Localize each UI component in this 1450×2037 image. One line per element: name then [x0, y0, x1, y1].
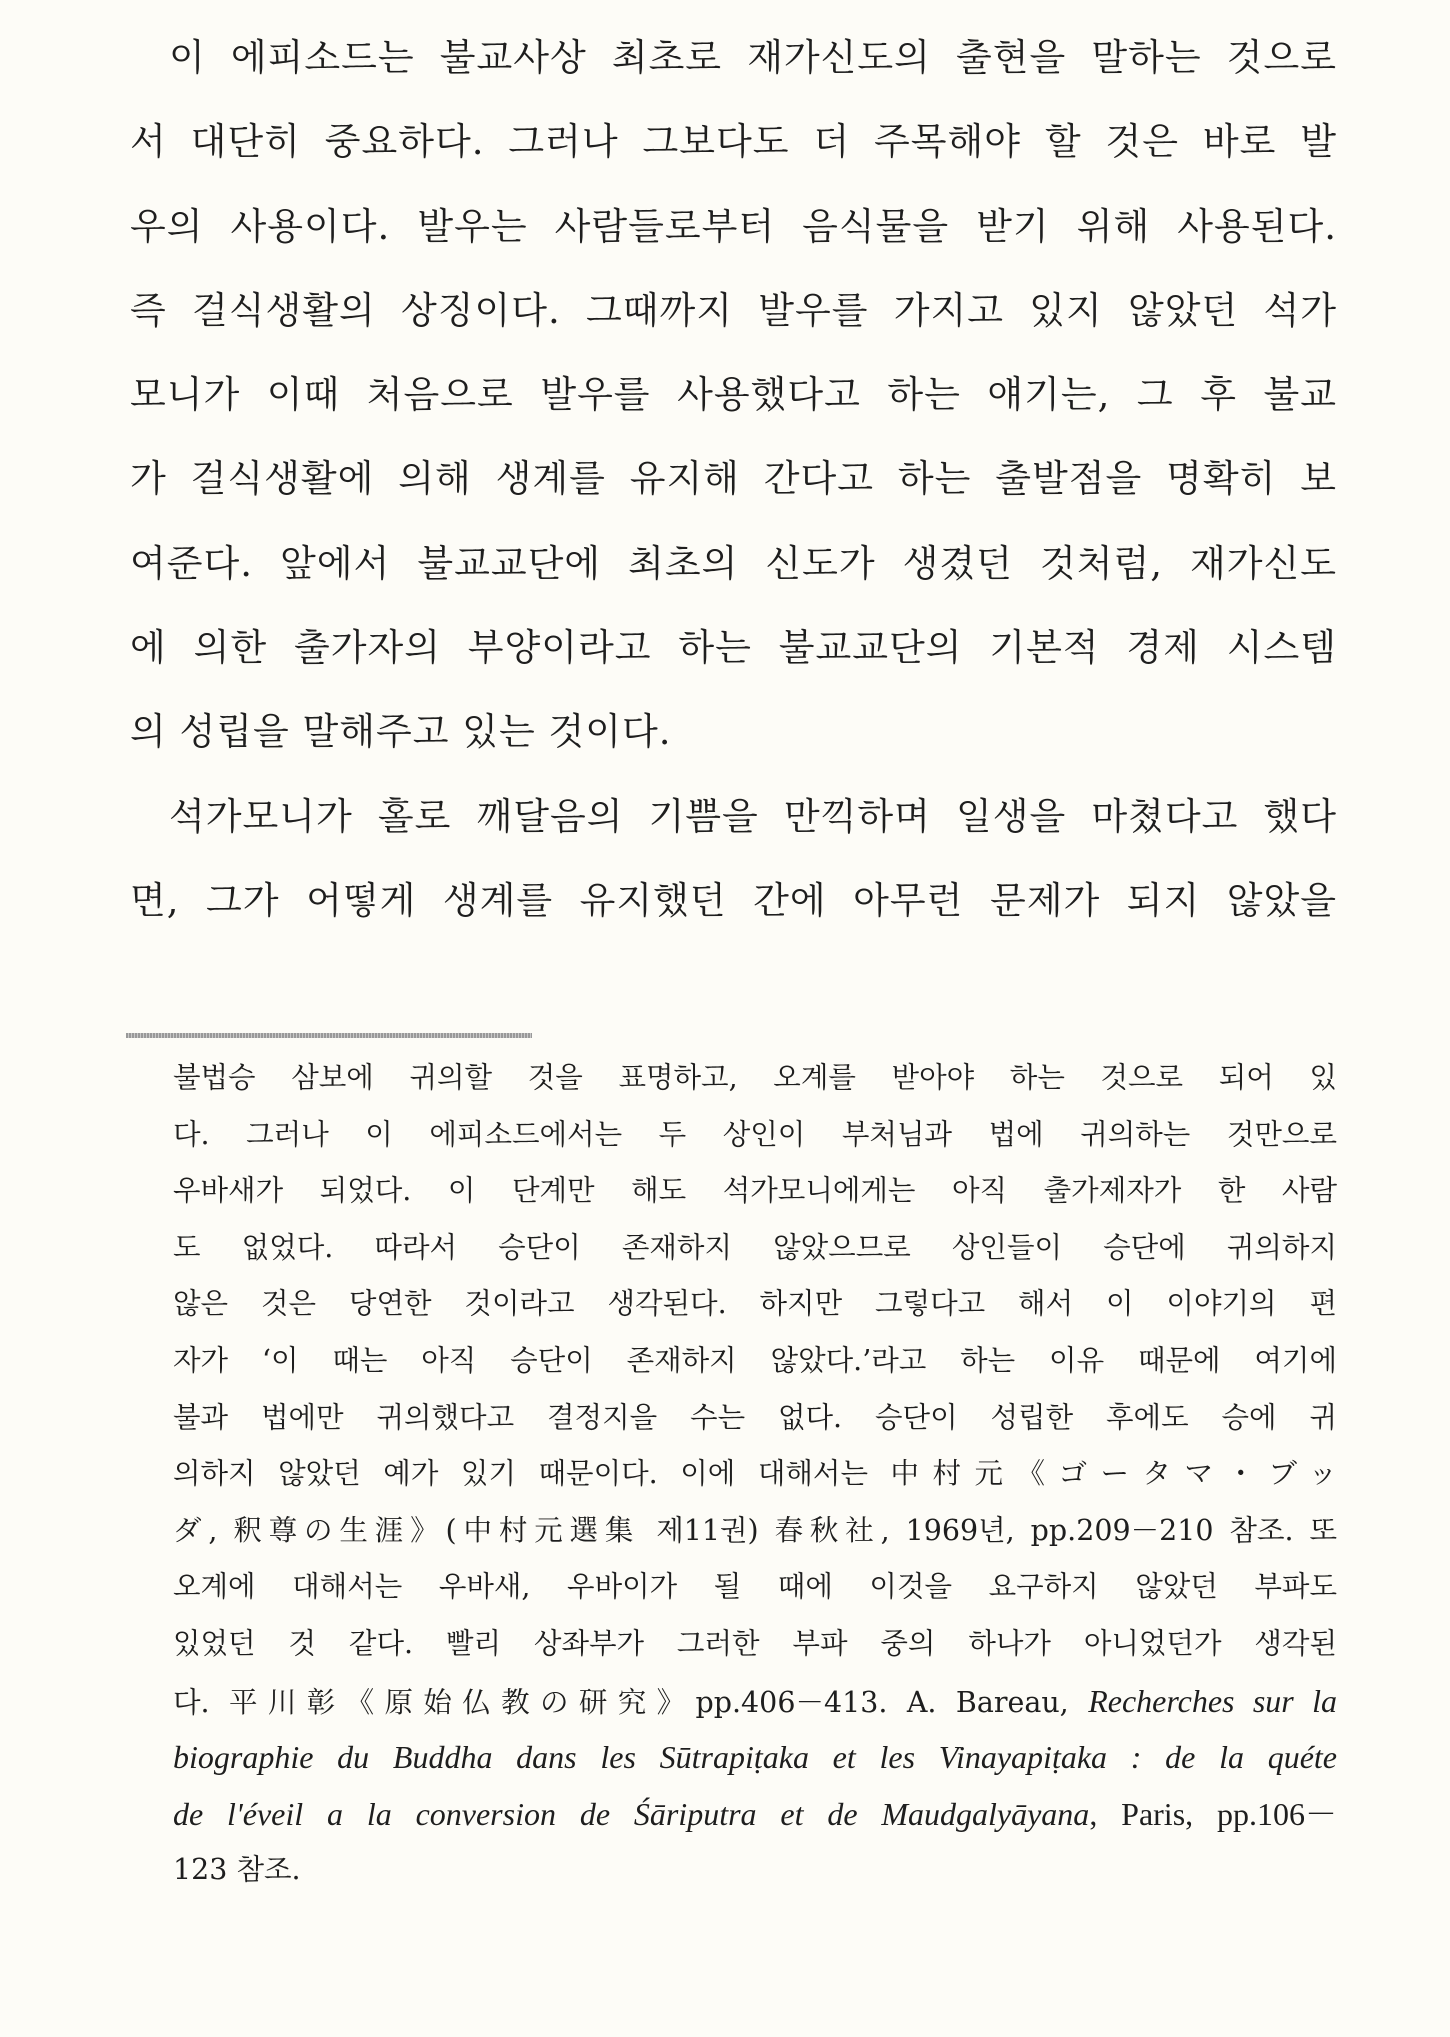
- footnote-line: ダ, 釈尊の生涯》(中村元選集 제11권) 春秋社, 1969년, pp.209－210 참조. 또: [173, 1513, 1337, 1547]
- footnote-citation: 다. 平川彰《原始仏教の研究》pp.406－413. A. Bareau,: [173, 1685, 1089, 1719]
- body-line: 에 의한 출가자의 부양이라고 하는 불교교단의 기본적 경제 시스템: [130, 626, 1337, 670]
- footnote-line: 불과 법에만 귀의했다고 결정지을 수는 없다. 승단이 성립한 후에도 승에 귀: [173, 1400, 1337, 1434]
- footnote-line: 오계에 대해서는 우바새, 우바이가 될 때에 이것을 요구하지 않았던 부파도: [173, 1570, 1337, 1604]
- footnote: [173, 1052, 1337, 1901]
- footnote-line: 의하지 않았던 예가 있기 때문이다. 이에 대해서는 中村元《ゴータマ・ブッ: [173, 1457, 1337, 1491]
- body-line: 면, 그가 어떻게 생계를 유지했던 간에 아무런 문제가 되지 않았을: [130, 878, 1337, 922]
- body-line: 서 대단히 중요하다. 그러나 그보다도 더 주목해야 할 것은 바로 발: [130, 120, 1337, 164]
- footnote-line: [173, 1731, 1337, 1788]
- footnote-line: [173, 1788, 1337, 1845]
- footnote-line: 자가 ‘이 때는 아직 승단이 존재하지 않았다.’라고 하는 이유 때문에 여기에: [173, 1343, 1337, 1377]
- body-line: 즉 걸식생활의 상징이다. 그때까지 발우를 가지고 있지 않았던 석가: [130, 288, 1337, 332]
- main-body-text: [130, 28, 1337, 955]
- body-line: 모니가 이때 처음으로 발우를 사용했다고 하는 얘기는, 그 후 불교: [130, 373, 1337, 417]
- footnote-line: 우바새가 되었다. 이 단계만 해도 석가모니에게는 아직 출가제자가 한 사람: [173, 1174, 1337, 1208]
- footnote-line: 있었던 것 같다. 빨리 상좌부가 그러한 부파 중의 하나가 아니었던가 생각된: [173, 1626, 1337, 1660]
- book-title-italic: biographie du Buddha dans les Sūtrapiṭaka et les Vinayapiṭaka : de la quéte: [173, 1739, 1337, 1776]
- footnote-line: 않은 것은 당연한 것이라고 생각된다. 하지만 그렇다고 해서 이 이야기의 편: [173, 1287, 1337, 1321]
- body-line: 여준다. 앞에서 불교교단에 최초의 신도가 생겼던 것처럼, 재가신도: [130, 541, 1337, 585]
- footnote-line: 도 없었다. 따라서 승단이 존재하지 않았으므로 상인들이 승단에 귀의하지: [173, 1230, 1337, 1264]
- footnote-line: [173, 1675, 1337, 1732]
- footnote-line: 다. 그러나 이 에피소드에서는 두 상인이 부처님과 법에 귀의하는 것만으로: [173, 1117, 1337, 1151]
- footnote-line: 123 참조.: [173, 1853, 301, 1887]
- book-title-italic: Recherches sur la: [1088, 1682, 1338, 1719]
- body-line: 우의 사용이다. 발우는 사람들로부터 음식물을 받기 위해 사용된다.: [130, 204, 1337, 248]
- body-line: 석가모니가 홀로 깨달음의 기쁨을 만끽하며 일생을 마쳤다고 했다: [169, 794, 1337, 838]
- footnote-separator: [126, 1033, 532, 1038]
- book-title-italic: de l'éveil a la conversion de Śāriputra et de Maudgalyāyana: [173, 1795, 1090, 1832]
- footnote-line: 불법승 삼보에 귀의할 것을 표명하고, 오계를 받아야 하는 것으로 되어 있: [173, 1061, 1337, 1094]
- body-line: 가 걸식생활에 의해 생계를 유지해 간다고 하는 출발점을 명확히 보: [130, 457, 1337, 501]
- footnote-citation: , Paris, pp.106－: [1089, 1795, 1337, 1832]
- body-line: 의 성립을 말해주고 있는 것이다.: [130, 710, 672, 754]
- body-line: 이 에피소드는 불교사상 최초로 재가신도의 출현을 말하는 것으로: [169, 36, 1337, 79]
